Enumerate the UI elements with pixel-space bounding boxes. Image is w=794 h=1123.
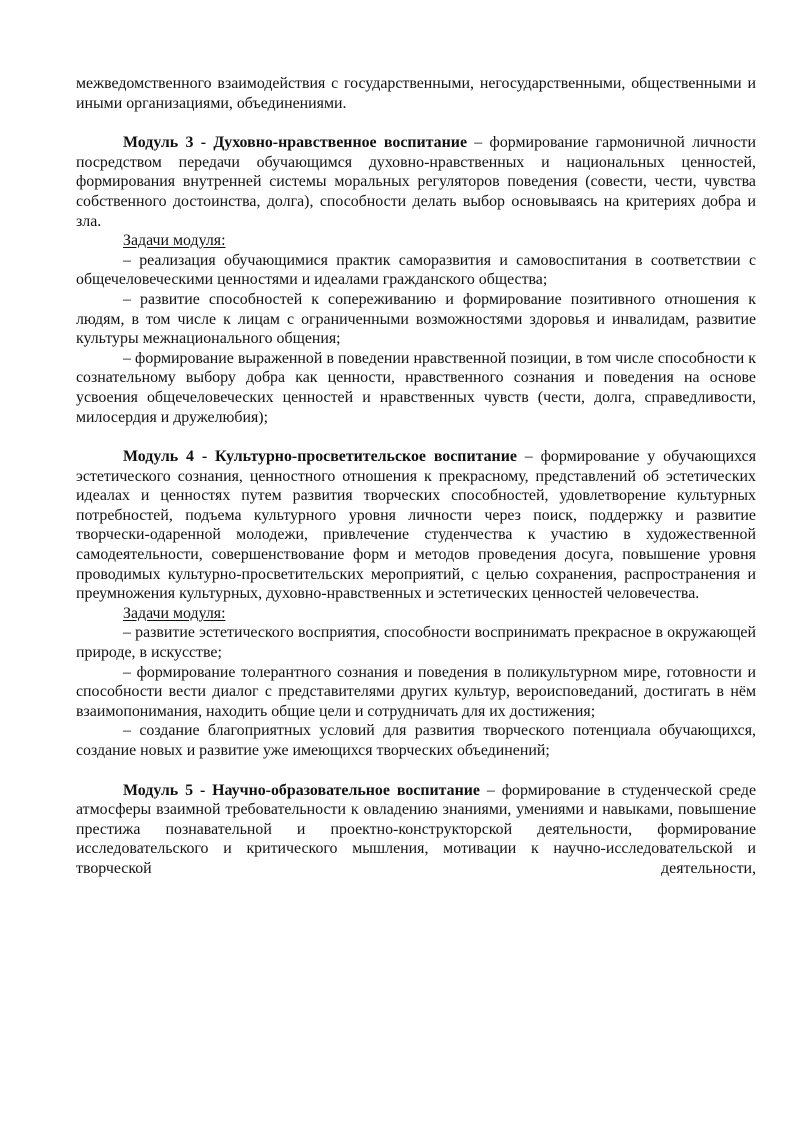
module-3-section xyxy=(76,133,756,427)
module-3-task: – реализация обучающимися практик саморазвития и самовоспитания в соответствии с общечеловеческими ценностями и идеалами гражданского общества; xyxy=(76,251,756,289)
spacer xyxy=(76,113,756,133)
module-3-tasks-label: Задачи модуля: xyxy=(123,232,226,250)
module-4-description: – формирование у обучающихся эстетического сознания, ценностного отношения к прекрасному, представлений об эстетических идеалах и ценностях путем развития творческих способностей, удовлетворение культурных потребностей, подъема культурного уровня личности через поиск, поддержку и развитие творчески-одаренной молодежи, привлечение студенчества к участию в художественной самодеятельности, совершенствование форм и методов проведения досуга, повышение уровня проводимых культурно-просветительских мероприятий, с целью сохранения, распространения и преумножения культурных, духовно-нравственных и эстетических ценностей человечества. xyxy=(76,448,757,603)
module-4-tasks-label: Задачи модуля: xyxy=(123,604,226,622)
intro-paragraph: межведомственного взаимодействия с государственными, негосударственными, общественными и иными организациями, объединениями. xyxy=(76,75,756,112)
module-5-section xyxy=(76,781,756,879)
module-4-heading: Модуль 4 - Культурно-просветительское воспитание xyxy=(123,448,517,466)
module-5-intro xyxy=(76,781,756,879)
module-5-description: – формирование в студенческой среде атмосферы взаимной требовательности к овладению знаниями, умениями и навыками, повышение престижа познавательной и проектно-конструкторской деятельности, формирование исследовательского и критического мышления, мотивации к научно-исследовательской и творческой деятельности, xyxy=(76,781,757,877)
module-3-task: – развитие способностей к сопереживанию и формирование позитивного отношения к людям, в том числе к лицам с ограниченными возможностями здоровья и инвалидам, развитие культуры межнационального общения; xyxy=(76,290,756,348)
module-4-intro xyxy=(76,447,756,604)
module-4-tasks-label-line xyxy=(76,604,756,624)
module-3-heading: Модуль 3 - Духовно-нравственное воспитание xyxy=(123,134,467,152)
module-3-tasks-label-line xyxy=(76,231,756,251)
module-4-task: – развитие эстетического восприятия, способности воспринимать прекрасное в окружающей природе, в искусстве; xyxy=(76,624,756,662)
module-4-task: – формирование толерантного сознания и поведения в поликультурном мире, готовности и способности вести диалог с представителями других культур, вероисповеданий, достигать в нём взаимопонимания, находить общие цели и сотрудничать для их достижения; xyxy=(76,663,756,720)
document-page xyxy=(76,74,756,879)
module-3-description: – формирование гармоничной личности посредством передачи обучающимся духовно-нравственных и национальных ценностей, формирования внутренней системы моральных регуляторов поведения (совести, чести, чувства собственного достоинства, долга), способности делать выбор основываясь на критериях добра и зла. xyxy=(76,134,756,230)
spacer xyxy=(76,427,756,447)
module-4-task: – создание благоприятных условий для развития творческого потенциала обучающихся, создание новых и развитие уже имеющихся творческих объединений; xyxy=(76,722,756,759)
module-3-intro xyxy=(76,133,756,231)
module-5-heading: Модуль 5 - Научно-образовательное воспитание xyxy=(123,781,480,799)
spacer xyxy=(76,761,756,781)
module-3-task: – формирование выраженной в поведении нравственной позиции, в том числе способности к сознательному выбору добра как ценности, нравственного сознания и поведения на основе усвоения общечеловеческих ценностей и нравственных чувств (чести, долга, справедливости, милосердия и дружелюбия); xyxy=(76,349,756,426)
module-4-section xyxy=(76,447,756,761)
